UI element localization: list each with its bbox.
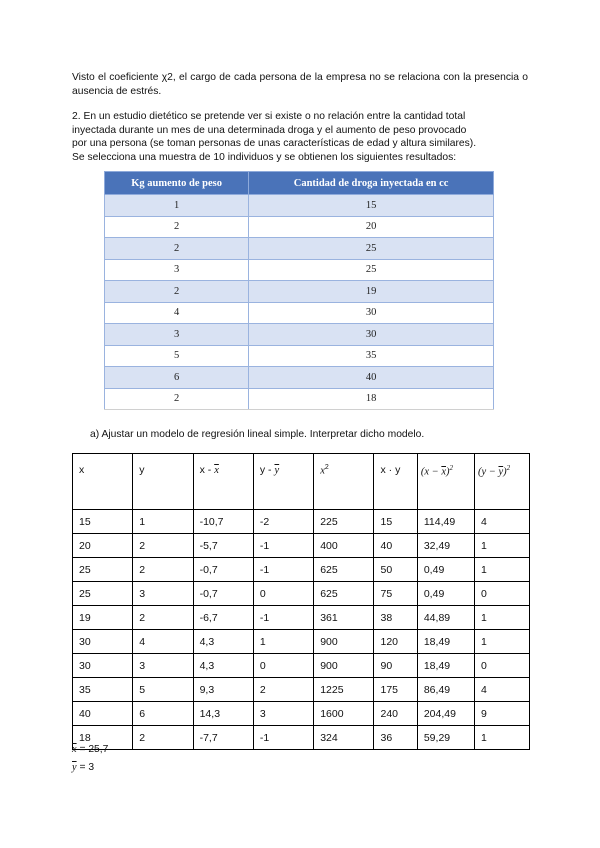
- cell-weight-gain: 2: [105, 281, 249, 303]
- cell-x-squared: 625: [314, 558, 374, 582]
- cell-y-dev-squared: 0: [474, 654, 529, 678]
- cell-y-dev: -2: [253, 510, 313, 534]
- cell-xy: 36: [374, 726, 417, 750]
- problem-line: Se selecciona una muestra de 10 individuos y se obtienen los siguientes resultados:: [72, 151, 457, 163]
- cell-x-squared: 324: [314, 726, 374, 750]
- cell-drug-amount: 40: [249, 367, 494, 389]
- cell-drug-amount: 15: [249, 195, 494, 217]
- col-y-dev: y - $\overline{y}$: [253, 454, 313, 510]
- cell-y-dev: -1: [253, 726, 313, 750]
- col-x: x: [73, 454, 133, 510]
- cell-y-dev-squared: 1: [474, 606, 529, 630]
- cell-x-dev: 9,3: [193, 678, 253, 702]
- cell-x-dev: 4,3: [193, 630, 253, 654]
- cell-xy: 38: [374, 606, 417, 630]
- regression-table: [72, 453, 530, 750]
- data-table: [104, 171, 494, 410]
- col-x-dev-squared: $(x - \overline{x})^2$: [417, 454, 474, 510]
- cell-x-dev-squared: 0,49: [417, 558, 474, 582]
- cell-xy: 240: [374, 702, 417, 726]
- cell-x-dev-squared: 44,89: [417, 606, 474, 630]
- table-row: [73, 558, 530, 582]
- cell-y: 2: [133, 534, 193, 558]
- cell-x-dev: -10,7: [193, 510, 253, 534]
- regression-header-row: [73, 454, 530, 510]
- header-weight-gain: Kg aumento de peso: [105, 172, 249, 195]
- table-row: [105, 302, 494, 324]
- cell-drug-amount: 18: [249, 388, 494, 410]
- cell-drug-amount: 30: [249, 324, 494, 346]
- table-row: [73, 726, 530, 750]
- cell-x: 30: [73, 630, 133, 654]
- intro-paragraph: Visto el coeficiente χ2, el cargo de cada persona de la empresa no se relaciona con la presencia o ausencia de estrés.: [72, 72, 528, 97]
- cell-x-dev: 4,3: [193, 654, 253, 678]
- cell-y-dev: -1: [253, 558, 313, 582]
- table-row: [105, 388, 494, 410]
- cell-x-dev: -5,7: [193, 534, 253, 558]
- cell-x: 30: [73, 654, 133, 678]
- table-row: [73, 582, 530, 606]
- cell-x-dev: -7,7: [193, 726, 253, 750]
- table-row: [105, 324, 494, 346]
- cell-y: 5: [133, 678, 193, 702]
- cell-y-dev: 3: [253, 702, 313, 726]
- cell-x-dev-squared: 18,49: [417, 654, 474, 678]
- table-row: [73, 510, 530, 534]
- cell-x-squared: 900: [314, 654, 374, 678]
- cell-y-dev-squared: 4: [474, 678, 529, 702]
- cell-weight-gain: 4: [105, 302, 249, 324]
- cell-y: 3: [133, 654, 193, 678]
- col-x-dev: x - $\overline{x}$: [193, 454, 253, 510]
- header-drug-amount: Cantidad de droga inyectada en cc: [249, 172, 494, 195]
- cell-xy: 40: [374, 534, 417, 558]
- data-table-header-row: [105, 172, 494, 195]
- cell-drug-amount: 30: [249, 302, 494, 324]
- cell-x-squared: 1225: [314, 678, 374, 702]
- col-y: y: [133, 454, 193, 510]
- cell-x-dev: -0,7: [193, 582, 253, 606]
- cell-drug-amount: 20: [249, 216, 494, 238]
- question-a: a) Ajustar un modelo de regresión lineal simple. Interpretar dicho modelo.: [90, 429, 425, 440]
- cell-x-squared: 361: [314, 606, 374, 630]
- cell-drug-amount: 25: [249, 259, 494, 281]
- cell-y-dev-squared: 1: [474, 726, 529, 750]
- cell-x-dev-squared: 204,49: [417, 702, 474, 726]
- cell-y: 3: [133, 582, 193, 606]
- cell-y: 6: [133, 702, 193, 726]
- table-row: [73, 702, 530, 726]
- table-row: [73, 654, 530, 678]
- cell-xy: 120: [374, 630, 417, 654]
- cell-y-dev-squared: 1: [474, 558, 529, 582]
- cell-x-dev: 14,3: [193, 702, 253, 726]
- table-row: [105, 195, 494, 217]
- cell-x: 15: [73, 510, 133, 534]
- mean-x: $\overline{x} = 25,7$: [72, 744, 109, 755]
- cell-x: 25: [73, 558, 133, 582]
- cell-y: 2: [133, 606, 193, 630]
- cell-xy: 175: [374, 678, 417, 702]
- cell-y-dev-squared: 1: [474, 534, 529, 558]
- cell-y-dev: 0: [253, 654, 313, 678]
- cell-y-dev-squared: 1: [474, 630, 529, 654]
- cell-y: 2: [133, 726, 193, 750]
- cell-x-dev-squared: 59,29: [417, 726, 474, 750]
- data-table-body: [105, 195, 494, 410]
- cell-x-squared: 900: [314, 630, 374, 654]
- cell-x: 40: [73, 702, 133, 726]
- cell-x-dev-squared: 114,49: [417, 510, 474, 534]
- cell-y-dev-squared: 4: [474, 510, 529, 534]
- cell-weight-gain: 2: [105, 238, 249, 260]
- cell-x-dev-squared: 32,49: [417, 534, 474, 558]
- cell-x-squared: 400: [314, 534, 374, 558]
- cell-x-dev: -0,7: [193, 558, 253, 582]
- problem-line: 2. En un estudio dietético se pretende ver si existe o no relación entre la cantidad total: [72, 111, 466, 122]
- problem-line: por una persona (se toman personas de unas características de edad y altura similares).: [72, 138, 477, 149]
- cell-weight-gain: 5: [105, 345, 249, 367]
- cell-x-squared: 625: [314, 582, 374, 606]
- cell-y-dev: 1: [253, 630, 313, 654]
- cell-weight-gain: 3: [105, 259, 249, 281]
- cell-drug-amount: 19: [249, 281, 494, 303]
- cell-x-squared: 1600: [314, 702, 374, 726]
- problem-line: inyectada durante un mes de una determinada droga y el aumento de peso provocado: [72, 124, 467, 136]
- cell-weight-gain: 3: [105, 324, 249, 346]
- cell-x: 20: [73, 534, 133, 558]
- table-row: [105, 238, 494, 260]
- cell-x: 18: [73, 726, 133, 750]
- cell-xy: 15: [374, 510, 417, 534]
- table-row: [105, 345, 494, 367]
- mean-y: $\overline{y} = 3$: [72, 762, 95, 773]
- cell-xy: 75: [374, 582, 417, 606]
- table-row: [73, 606, 530, 630]
- cell-y: 2: [133, 558, 193, 582]
- cell-weight-gain: 2: [105, 216, 249, 238]
- cell-weight-gain: 6: [105, 367, 249, 389]
- col-xy: x · y: [374, 454, 417, 510]
- cell-weight-gain: 1: [105, 195, 249, 217]
- cell-drug-amount: 25: [249, 238, 494, 260]
- problem-statement: [72, 110, 528, 164]
- cell-y: 1: [133, 510, 193, 534]
- cell-x-squared: 225: [314, 510, 374, 534]
- cell-x: 25: [73, 582, 133, 606]
- cell-y-dev: 0: [253, 582, 313, 606]
- table-row: [105, 367, 494, 389]
- cell-y-dev: -1: [253, 606, 313, 630]
- cell-drug-amount: 35: [249, 345, 494, 367]
- cell-x-dev: -6,7: [193, 606, 253, 630]
- cell-x-dev-squared: 86,49: [417, 678, 474, 702]
- cell-y-dev: -1: [253, 534, 313, 558]
- table-row: [73, 630, 530, 654]
- cell-y-dev-squared: 0: [474, 582, 529, 606]
- cell-weight-gain: 2: [105, 388, 249, 410]
- cell-x: 35: [73, 678, 133, 702]
- cell-x-dev-squared: 18,49: [417, 630, 474, 654]
- col-x-squared: $x^2$: [314, 454, 374, 510]
- table-row: [73, 678, 530, 702]
- cell-xy: 50: [374, 558, 417, 582]
- table-row: [73, 534, 530, 558]
- cell-y-dev: 2: [253, 678, 313, 702]
- regression-table-body: [73, 510, 530, 750]
- cell-x-dev-squared: 0,49: [417, 582, 474, 606]
- table-row: [105, 216, 494, 238]
- table-row: [105, 259, 494, 281]
- cell-xy: 90: [374, 654, 417, 678]
- col-y-dev-squared: $(y - \overline{y})^2$: [474, 454, 529, 510]
- cell-y-dev-squared: 9: [474, 702, 529, 726]
- table-row: [105, 281, 494, 303]
- cell-x: 19: [73, 606, 133, 630]
- cell-y: 4: [133, 630, 193, 654]
